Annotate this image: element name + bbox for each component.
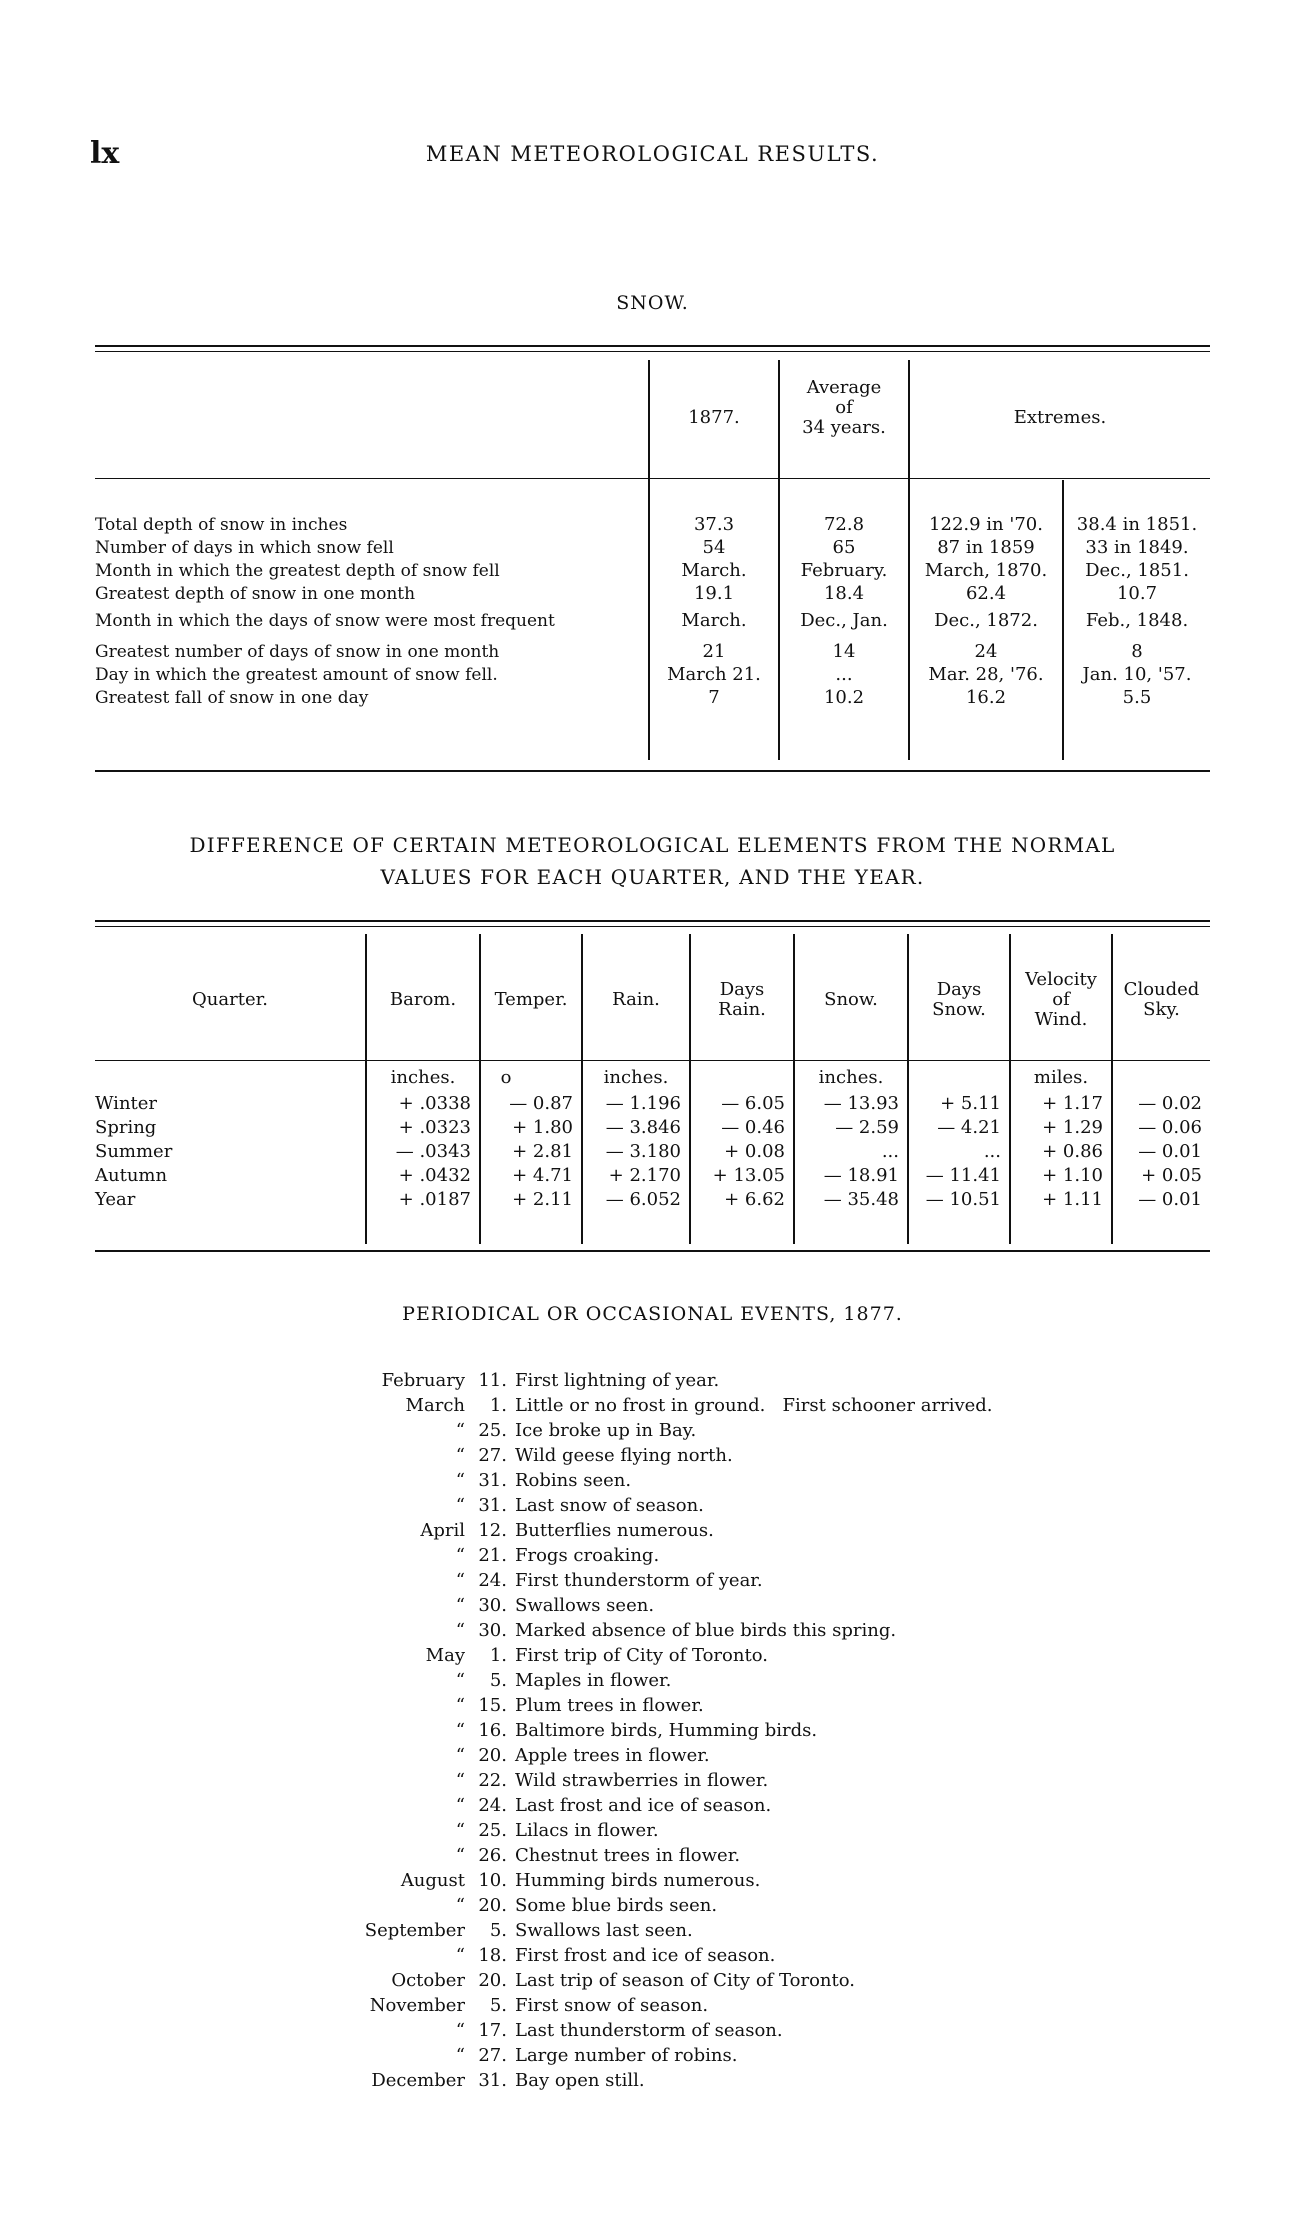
snow-cell-1877: 37.3 (693, 514, 735, 535)
difference-unit-rain: inches. (603, 1067, 669, 1088)
event-text: Baltimore birds, Humming birds. (515, 1720, 818, 1741)
difference-cell-wind: + 1.29 (1042, 1117, 1103, 1138)
snow-cell-1877: March. (681, 560, 747, 581)
event-text: Last frost and ice of season. (515, 1795, 772, 1816)
event-day: 30. (478, 1620, 507, 1641)
difference-header-sky: Clouded Sky. (1123, 979, 1200, 1020)
difference-cell-snow: — 2.59 (835, 1117, 899, 1138)
event-item (0, 1468, 1305, 1493)
difference-cell-wind: + 1.10 (1042, 1165, 1103, 1186)
page-number: lx (90, 136, 120, 171)
event-month: “ (455, 1620, 465, 1641)
difference-cell-temper: + 1.80 (512, 1117, 573, 1138)
event-text: Little or no frost in ground. First schooner arrived. (515, 1395, 993, 1416)
event-text: Wild geese flying north. (515, 1445, 733, 1466)
event-month: November (369, 1995, 465, 2016)
event-text: First lightning of year. (515, 1370, 720, 1391)
difference-cell-dsnow: + 5.11 (940, 1093, 1001, 1114)
difference-cell-rain: — 3.846 (605, 1117, 681, 1138)
event-day: 5. (489, 1670, 507, 1691)
difference-cell-barom: + .0338 (398, 1093, 471, 1114)
event-text: Swallows seen. (515, 1595, 655, 1616)
event-day: 31. (478, 1470, 507, 1491)
event-day: 24. (478, 1570, 507, 1591)
event-item (0, 1493, 1305, 1518)
event-day: 10. (478, 1870, 507, 1891)
event-day: 1. (489, 1645, 507, 1666)
difference-cell-dsnow: — 4.21 (937, 1117, 1001, 1138)
difference-cell-snow: — 18.91 (823, 1165, 899, 1186)
difference-cell-sky: + 0.05 (1141, 1165, 1202, 1186)
difference-row-quarter: Winter (95, 1093, 158, 1114)
event-text: Marked absence of blue birds this spring. (515, 1620, 897, 1641)
snow-header-1877: 1877. (688, 407, 740, 428)
event-month: October (391, 1970, 465, 1991)
event-day: 17. (478, 2020, 507, 2041)
snow-cell-extreme-1: March, 1870. (924, 560, 1048, 581)
event-item (0, 1993, 1305, 2018)
event-item (0, 1693, 1305, 1718)
event-item (0, 1718, 1305, 1743)
event-month: February (381, 1370, 465, 1391)
event-item (0, 1518, 1305, 1543)
difference-cell-barom: + .0323 (398, 1117, 471, 1138)
difference-row-quarter: Autumn (95, 1165, 168, 1186)
event-month: “ (455, 1545, 465, 1566)
event-month: September (364, 1920, 465, 1941)
event-item (0, 1843, 1305, 1868)
event-text: Butterflies numerous. (515, 1520, 714, 1541)
difference-cell-rain: — 1.196 (605, 1093, 681, 1114)
event-month: “ (455, 1820, 465, 1841)
event-month: “ (455, 1945, 465, 1966)
difference-cell-drain: + 6.62 (724, 1189, 785, 1210)
snow-cell-average: 72.8 (823, 514, 865, 535)
snow-cell-1877: March. (681, 610, 747, 631)
event-item (0, 1818, 1305, 1843)
difference-cell-rain: — 6.052 (605, 1189, 681, 1210)
event-month: “ (455, 1495, 465, 1516)
events-title: PERIODICAL OR OCCASIONAL EVENTS, 1877. (402, 1303, 903, 1325)
event-item (0, 1593, 1305, 1618)
event-day: 18. (478, 1945, 507, 1966)
event-text: Bay open still. (515, 2070, 645, 2091)
event-month: “ (455, 1595, 465, 1616)
snow-cell-1877: 21 (702, 641, 726, 662)
event-text: Humming birds numerous. (515, 1870, 761, 1891)
event-item (0, 2018, 1305, 2043)
event-day: 21. (478, 1545, 507, 1566)
event-item (0, 1668, 1305, 1693)
event-month: “ (455, 1445, 465, 1466)
event-item (0, 1793, 1305, 1818)
snow-cell-extreme-1: Dec., 1872. (934, 610, 1038, 631)
difference-row-quarter: Spring (95, 1117, 157, 1138)
event-month: “ (455, 1845, 465, 1866)
snow-row-label: Month in which the days of snow were most frequent (95, 611, 555, 631)
snow-row-label: Greatest fall of snow in one day (95, 688, 369, 708)
event-month: “ (455, 1670, 465, 1691)
difference-header-quarter: Quarter. (192, 989, 268, 1010)
event-day: 5. (489, 1995, 507, 2016)
event-item (0, 1393, 1305, 1418)
snow-cell-average: ... (835, 664, 853, 685)
difference-row-quarter: Year (95, 1189, 136, 1210)
snow-cell-extreme-1: 16.2 (965, 687, 1007, 708)
snow-cell-extreme-2: 8 (1131, 641, 1143, 662)
difference-cell-drain: + 0.08 (724, 1141, 785, 1162)
snow-row-label: Total depth of snow in inches (95, 515, 348, 535)
difference-header-barom: Barom. (389, 989, 457, 1010)
snow-cell-extreme-1: 62.4 (965, 583, 1007, 604)
difference-cell-barom: + .0187 (398, 1189, 471, 1210)
snow-cell-average: 65 (832, 537, 856, 558)
event-item (0, 1868, 1305, 1893)
running-head: MEAN METEOROLOGICAL RESULTS. (425, 142, 880, 166)
snow-header-average: Average of 34 years. (802, 377, 886, 438)
event-text: Robins seen. (515, 1470, 632, 1491)
snow-cell-average: 18.4 (823, 583, 865, 604)
event-day: 31. (478, 2070, 507, 2091)
snow-row-label: Day in which the greatest amount of snow fell. (95, 665, 498, 685)
snow-cell-extreme-2: Dec., 1851. (1085, 560, 1189, 581)
event-text: Ice broke up in Bay. (515, 1420, 697, 1441)
event-month: March (405, 1395, 465, 1416)
difference-cell-temper: — 0.87 (509, 1093, 573, 1114)
event-item (0, 2068, 1305, 2093)
snow-row-label: Greatest depth of snow in one month (95, 584, 416, 604)
event-item (0, 2043, 1305, 2068)
event-day: 22. (478, 1770, 507, 1791)
event-month: “ (455, 1895, 465, 1916)
snow-cell-1877: March 21. (667, 664, 761, 685)
difference-cell-drain: + 13.05 (712, 1165, 785, 1186)
event-month: December (371, 2070, 465, 2091)
difference-cell-rain: — 3.180 (605, 1141, 681, 1162)
event-text: Some blue birds seen. (515, 1895, 718, 1916)
event-day: 15. (478, 1695, 507, 1716)
event-item (0, 1368, 1305, 1393)
event-month: April (420, 1520, 465, 1541)
difference-cell-sky: — 0.02 (1138, 1093, 1202, 1114)
event-day: 5. (489, 1920, 507, 1941)
difference-cell-sky: — 0.06 (1138, 1117, 1202, 1138)
event-month: August (400, 1870, 465, 1891)
difference-row-quarter: Summer (95, 1141, 173, 1162)
snow-cell-extreme-1: 87 in 1859 (937, 537, 1035, 558)
difference-cell-temper: + 2.11 (512, 1189, 573, 1210)
event-month: “ (455, 1745, 465, 1766)
snow-cell-extreme-1: Mar. 28, '76. (928, 664, 1044, 685)
event-day: 20. (478, 1745, 507, 1766)
difference-title-line1: DIFFERENCE OF CERTAIN METEOROLOGICAL ELEMENTS FROM THE NORMAL (189, 833, 1116, 857)
event-day: 12. (478, 1520, 507, 1541)
event-day: 16. (478, 1720, 507, 1741)
event-month: “ (455, 1720, 465, 1741)
snow-cell-average: Dec., Jan. (800, 610, 888, 631)
difference-unit-temper: o (500, 1067, 512, 1088)
event-month: “ (455, 1420, 465, 1441)
event-text: Apple trees in flower. (515, 1745, 710, 1766)
snow-cell-extreme-2: Jan. 10, '57. (1082, 664, 1192, 685)
event-text: Plum trees in flower. (515, 1695, 704, 1716)
snow-title: SNOW. (616, 292, 689, 314)
difference-cell-dsnow: — 10.51 (925, 1189, 1001, 1210)
snow-cell-average: 10.2 (823, 687, 865, 708)
difference-cell-temper: + 2.81 (512, 1141, 573, 1162)
difference-header-snow: Snow. (824, 989, 878, 1010)
snow-cell-1877: 7 (708, 687, 720, 708)
event-text: Chestnut trees in flower. (515, 1845, 741, 1866)
difference-cell-drain: — 6.05 (721, 1093, 785, 1114)
event-month: “ (455, 1795, 465, 1816)
event-item (0, 1543, 1305, 1568)
event-month: “ (455, 1695, 465, 1716)
snow-cell-1877: 19.1 (693, 583, 735, 604)
snow-cell-average: 14 (832, 641, 856, 662)
snow-cell-1877: 54 (702, 537, 726, 558)
event-text: First frost and ice of season. (515, 1945, 776, 1966)
snow-cell-extreme-2: Feb., 1848. (1085, 610, 1189, 631)
difference-cell-snow: ... (881, 1141, 899, 1162)
snow-cell-extreme-2: 10.7 (1116, 583, 1158, 604)
difference-header-days-rain: Days Rain. (718, 979, 766, 1020)
event-item (0, 1643, 1305, 1668)
difference-cell-dsnow: — 11.41 (925, 1165, 1001, 1186)
event-item (0, 1418, 1305, 1443)
snow-cell-extreme-2: 38.4 in 1851. (1076, 514, 1198, 535)
snow-header-extremes: Extremes. (1013, 407, 1107, 428)
difference-cell-wind: + 1.17 (1042, 1093, 1103, 1114)
difference-unit-snow: inches. (818, 1067, 884, 1088)
event-text: First trip of City of Toronto. (515, 1645, 768, 1666)
snow-cell-average: February. (800, 560, 888, 581)
difference-cell-wind: + 1.11 (1042, 1189, 1103, 1210)
event-month: “ (455, 1470, 465, 1491)
event-day: 27. (478, 2045, 507, 2066)
event-text: Swallows last seen. (515, 1920, 693, 1941)
event-item (0, 1893, 1305, 1918)
difference-cell-drain: — 0.46 (721, 1117, 785, 1138)
event-item (0, 1618, 1305, 1643)
event-month: “ (455, 1570, 465, 1591)
difference-header-wind: Velocity of Wind. (1025, 969, 1097, 1030)
difference-title-line2: VALUES FOR EACH QUARTER, AND THE YEAR. (380, 865, 925, 889)
snow-row-label: Number of days in which snow fell (95, 538, 394, 558)
event-item (0, 1768, 1305, 1793)
event-text: Large number of robins. (515, 2045, 738, 2066)
event-day: 27. (478, 1445, 507, 1466)
snow-row-label: Month in which the greatest depth of snow fell (95, 561, 500, 581)
difference-unit-wind: miles. (1033, 1067, 1089, 1088)
event-text: Last snow of season. (515, 1495, 704, 1516)
event-item (0, 1568, 1305, 1593)
snow-cell-extreme-1: 122.9 in '70. (929, 514, 1043, 535)
event-text: Last trip of season of City of Toronto. (515, 1970, 855, 1991)
difference-cell-barom: + .0432 (398, 1165, 471, 1186)
difference-cell-temper: + 4.71 (512, 1165, 573, 1186)
event-text: First snow of season. (515, 1995, 709, 2016)
event-day: 24. (478, 1795, 507, 1816)
event-item (0, 1968, 1305, 1993)
difference-header-temper: Temper. (494, 989, 568, 1010)
event-day: 25. (478, 1420, 507, 1441)
event-month: May (425, 1645, 465, 1666)
difference-header-rain: Rain. (612, 989, 660, 1010)
difference-unit-barom: inches. (390, 1067, 456, 1088)
difference-cell-rain: + 2.170 (608, 1165, 681, 1186)
event-text: Frogs croaking. (515, 1545, 660, 1566)
event-text: Last thunderstorm of season. (515, 2020, 783, 2041)
event-day: 25. (478, 1820, 507, 1841)
difference-cell-snow: — 13.93 (823, 1093, 899, 1114)
difference-cell-snow: — 35.48 (823, 1189, 899, 1210)
event-day: 1. (489, 1395, 507, 1416)
snow-cell-extreme-2: 5.5 (1122, 687, 1152, 708)
event-item (0, 1743, 1305, 1768)
event-item (0, 1943, 1305, 1968)
event-day: 20. (478, 1895, 507, 1916)
event-month: “ (455, 1770, 465, 1791)
event-day: 11. (478, 1370, 507, 1391)
event-text: First thunderstorm of year. (515, 1570, 763, 1591)
difference-cell-barom: — .0343 (395, 1141, 471, 1162)
difference-cell-dsnow: ... (983, 1141, 1001, 1162)
event-text: Lilacs in flower. (515, 1820, 659, 1841)
event-day: 20. (478, 1970, 507, 1991)
event-day: 31. (478, 1495, 507, 1516)
event-day: 30. (478, 1595, 507, 1616)
difference-header-days-snow: Days Snow. (932, 979, 986, 1020)
event-month: “ (455, 2045, 465, 2066)
snow-row-label: Greatest number of days of snow in one month (95, 642, 500, 662)
difference-cell-wind: + 0.86 (1042, 1141, 1103, 1162)
snow-cell-extreme-1: 24 (974, 641, 998, 662)
event-item (0, 1918, 1305, 1943)
event-item (0, 1443, 1305, 1468)
event-month: “ (455, 2020, 465, 2041)
event-text: Wild strawberries in flower. (515, 1770, 769, 1791)
difference-cell-sky: — 0.01 (1138, 1141, 1202, 1162)
event-text: Maples in flower. (515, 1670, 672, 1691)
snow-cell-extreme-2: 33 in 1849. (1085, 537, 1189, 558)
difference-cell-sky: — 0.01 (1138, 1189, 1202, 1210)
event-day: 26. (478, 1845, 507, 1866)
